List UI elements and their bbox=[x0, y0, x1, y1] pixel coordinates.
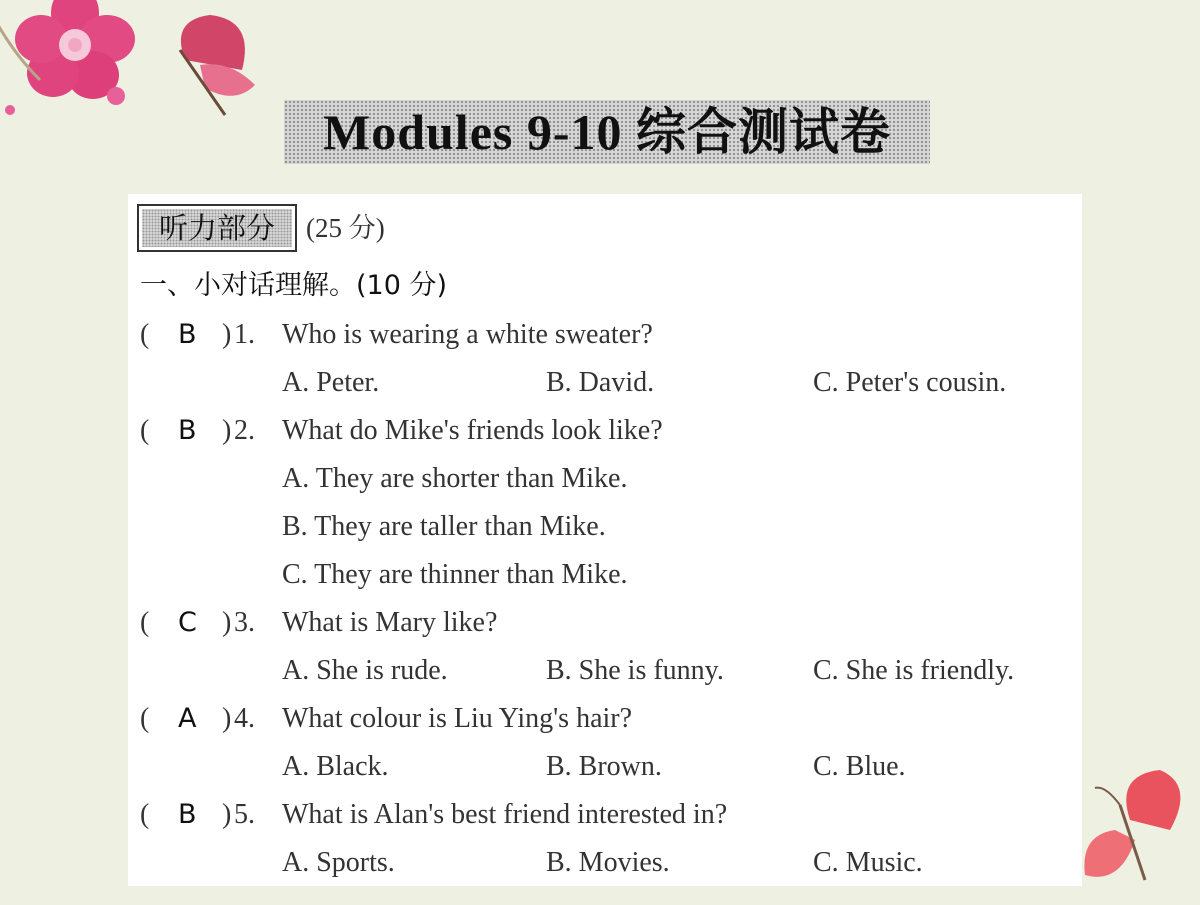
option-b: B. Brown. bbox=[546, 751, 662, 782]
option-b: B. Movies. bbox=[546, 847, 670, 878]
question-text: What colour is Liu Ying's hair? bbox=[282, 703, 633, 734]
answer: C bbox=[178, 607, 197, 638]
section-box bbox=[137, 204, 297, 252]
option-c: C. She is friendly. bbox=[813, 655, 1015, 686]
option-c: C. They are thinner than Mike. bbox=[282, 559, 628, 590]
option-a: A. She is rude. bbox=[282, 655, 448, 686]
answer: B bbox=[178, 799, 197, 830]
question-row bbox=[128, 411, 1082, 451]
option-b: B. David. bbox=[546, 367, 655, 398]
options-row bbox=[128, 747, 1082, 787]
option-c: C. Peter's cousin. bbox=[813, 367, 1007, 398]
close-paren: ) bbox=[222, 799, 232, 830]
question-row bbox=[128, 795, 1082, 835]
butterfly-icon bbox=[180, 15, 255, 115]
option-b: B. They are taller than Mike. bbox=[282, 511, 606, 542]
options-row bbox=[128, 843, 1082, 883]
options-row bbox=[128, 363, 1082, 403]
option-line bbox=[128, 555, 1082, 595]
option-a: A. Sports. bbox=[282, 847, 395, 878]
question-text: What is Alan's best friend interested in? bbox=[282, 799, 728, 830]
open-paren: ( bbox=[140, 703, 150, 734]
butterfly-icon bbox=[1075, 760, 1200, 900]
question-number: 1. bbox=[234, 319, 255, 350]
part-heading: 一、小对话理解。(10 分) bbox=[140, 270, 448, 301]
option-a: A. Black. bbox=[282, 751, 389, 782]
question-text: Who is wearing a white sweater? bbox=[282, 319, 653, 350]
page-title: Modules 9-10 综合测试卷 bbox=[284, 100, 930, 164]
flower-icon bbox=[0, 0, 280, 150]
open-paren: ( bbox=[140, 799, 150, 830]
answer: B bbox=[178, 415, 197, 446]
question-number: 4. bbox=[234, 703, 255, 734]
question-text: What is Mary like? bbox=[282, 607, 498, 638]
option-line bbox=[128, 507, 1082, 547]
question-row bbox=[128, 699, 1082, 739]
option-a: A. Peter. bbox=[282, 367, 380, 398]
answer: B bbox=[178, 319, 197, 350]
open-paren: ( bbox=[140, 319, 150, 350]
option-b: B. She is funny. bbox=[546, 655, 724, 686]
exam-paper bbox=[128, 194, 1082, 886]
close-paren: ) bbox=[222, 415, 232, 446]
option-c: C. Music. bbox=[813, 847, 923, 878]
question-number: 5. bbox=[234, 799, 255, 830]
option-c: C. Blue. bbox=[813, 751, 906, 782]
close-paren: ) bbox=[222, 607, 232, 638]
question-number: 2. bbox=[234, 415, 255, 446]
section-score: (25 分) bbox=[306, 213, 385, 243]
question-text: What do Mike's friends look like? bbox=[282, 415, 663, 446]
option-line bbox=[128, 459, 1082, 499]
option-a: A. They are shorter than Mike. bbox=[282, 463, 628, 494]
close-paren: ) bbox=[222, 703, 232, 734]
question-number: 3. bbox=[234, 607, 255, 638]
options-row bbox=[128, 651, 1082, 691]
question-row bbox=[128, 603, 1082, 643]
open-paren: ( bbox=[140, 607, 150, 638]
close-paren: ) bbox=[222, 319, 232, 350]
answer: A bbox=[178, 703, 197, 734]
open-paren: ( bbox=[140, 415, 150, 446]
section-tag: 听力部分 bbox=[142, 209, 292, 247]
question-row bbox=[128, 315, 1082, 355]
